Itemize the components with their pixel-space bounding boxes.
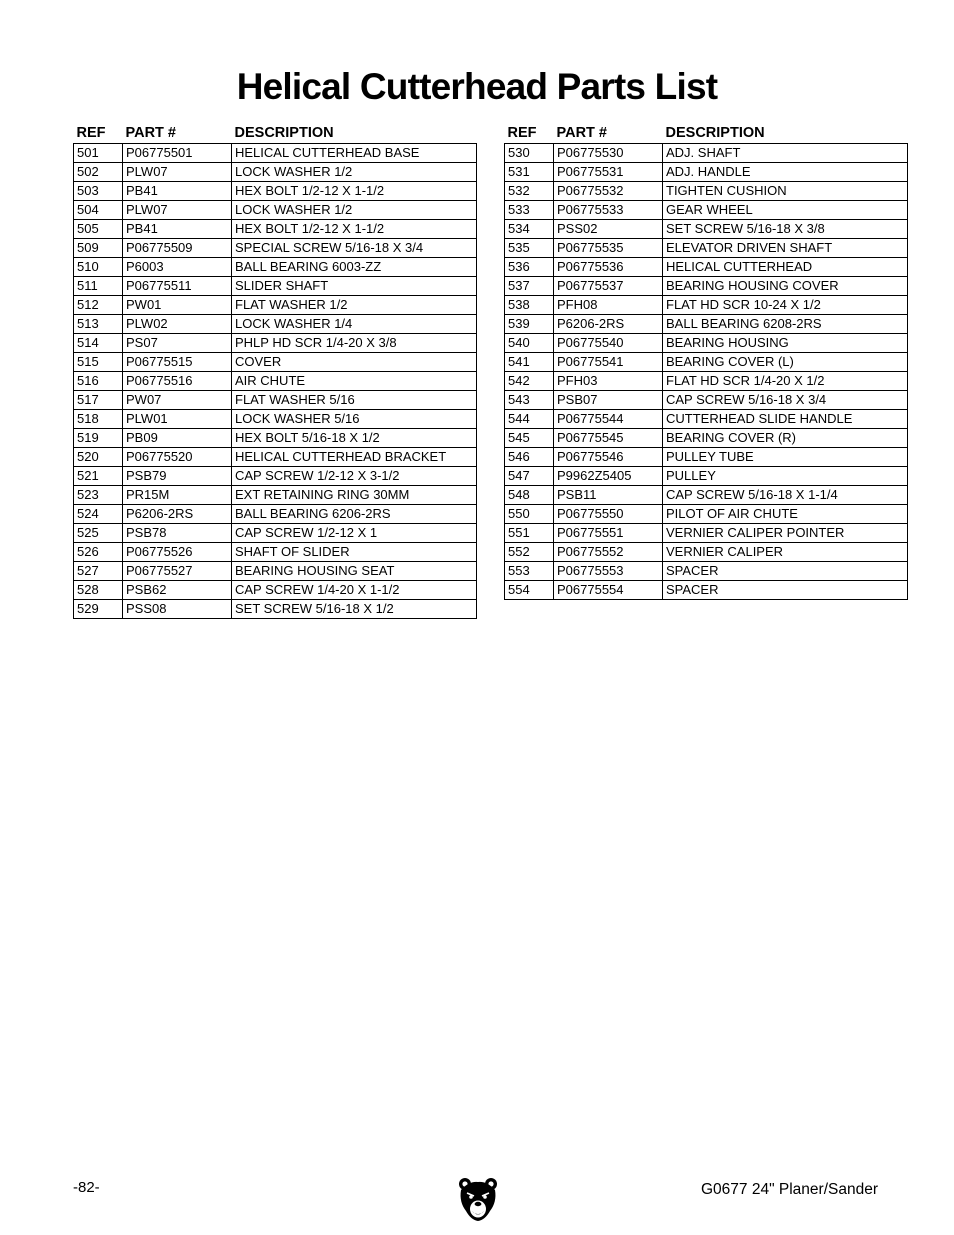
part-number-cell: PSB79 [123,467,232,486]
ref-cell: 553 [505,562,554,581]
table-row [74,429,477,448]
table-row [74,410,477,429]
part-number-cell: PLW01 [123,410,232,429]
table-row [505,239,908,258]
ref-cell: 536 [505,258,554,277]
description-cell: HELICAL CUTTERHEAD BRACKET [232,448,477,467]
table-row [74,182,477,201]
table-row [505,220,908,239]
ref-cell: 550 [505,505,554,524]
part-number-cell: PLW02 [123,315,232,334]
page-number: -82- [73,1179,100,1196]
part-number-cell: P06775553 [554,562,663,581]
table-row [74,296,477,315]
page-title: Helical Cutterhead Parts List [236,66,718,107]
part-number-cell: P06775527 [123,562,232,581]
part-number-cell: PFH08 [554,296,663,315]
part-number-cell: P06775515 [123,353,232,372]
description-cell: SLIDER SHAFT [232,277,477,296]
description-cell: HELICAL CUTTERHEAD [663,258,908,277]
ref-cell: 505 [74,220,123,239]
parts-table-left [73,118,477,619]
part-number-cell: P6003 [123,258,232,277]
table-row [505,163,908,182]
ref-cell: 530 [505,144,554,163]
ref-cell: 543 [505,391,554,410]
part-number-cell: P6206-2RS [123,505,232,524]
ref-cell: 517 [74,391,123,410]
description-cell: ADJ. SHAFT [663,144,908,163]
ref-cell: 538 [505,296,554,315]
description-cell: CAP SCREW 1/2-12 X 1 [232,524,477,543]
description-cell: FLAT HD SCR 1/4-20 X 1/2 [663,372,908,391]
description-cell: CUTTERHEAD SLIDE HANDLE [663,410,908,429]
description-cell: CAP SCREW 1/2-12 X 3-1/2 [232,467,477,486]
part-number-cell: PSB07 [554,391,663,410]
model-name: G0677 24" Planer/Sander [701,1181,878,1198]
ref-cell: 548 [505,486,554,505]
part-number-cell: P06775520 [123,448,232,467]
table-row [74,315,477,334]
part-number-cell: P06775536 [554,258,663,277]
ref-cell: 520 [74,448,123,467]
table-row [74,334,477,353]
table-row [74,163,477,182]
description-cell: LOCK WASHER 1/2 [232,201,477,220]
part-number-cell: PW01 [123,296,232,315]
table-row [74,353,477,372]
ref-cell: 519 [74,429,123,448]
table-row [505,524,908,543]
ref-column-header: REF [507,125,537,141]
table-row [74,391,477,410]
ref-cell: 531 [505,163,554,182]
ref-cell: 512 [74,296,123,315]
description-cell: FLAT WASHER 1/2 [232,296,477,315]
part-number-cell: P06775532 [554,182,663,201]
ref-cell: 509 [74,239,123,258]
table-row [505,467,908,486]
ref-cell: 535 [505,239,554,258]
part-number-cell: P06775533 [554,201,663,220]
part-number-cell: P06775509 [123,239,232,258]
ref-cell: 524 [74,505,123,524]
table-row [505,296,908,315]
ref-cell: 515 [74,353,123,372]
description-cell: LOCK WASHER 1/2 [232,163,477,182]
table-row [505,372,908,391]
table-row [74,277,477,296]
part-number-cell: P06775545 [554,429,663,448]
part-number-cell: P06775501 [123,144,232,163]
description-cell: HEX BOLT 5/16-18 X 1/2 [232,429,477,448]
table-row [505,505,908,524]
part-number-cell: P06775541 [554,353,663,372]
part-number-cell: PB41 [123,220,232,239]
parts-table-right-body [505,144,908,600]
table-row [74,258,477,277]
part-number-cell: PR15M [123,486,232,505]
part-number-cell: P06775552 [554,543,663,562]
parts-table-left-body [74,144,477,619]
ref-cell: 503 [74,182,123,201]
description-cell: ADJ. HANDLE [663,163,908,182]
description-cell: BEARING COVER (L) [663,353,908,372]
part-number-cell: PSS08 [123,600,232,619]
table-row [505,543,908,562]
part-number-cell: P06775550 [554,505,663,524]
part-number-cell: P9962Z5405 [554,467,663,486]
description-cell: LOCK WASHER 5/16 [232,410,477,429]
table-row [505,144,908,163]
description-cell: AIR CHUTE [232,372,477,391]
description-column-header: DESCRIPTION [234,125,334,141]
description-cell: CAP SCREW 1/4-20 X 1-1/2 [232,581,477,600]
ref-cell: 514 [74,334,123,353]
ref-cell: 540 [505,334,554,353]
table-row [505,581,908,600]
ref-cell: 501 [74,144,123,163]
part-number-cell: PLW07 [123,201,232,220]
table-row [505,315,908,334]
ref-cell: 542 [505,372,554,391]
ref-cell: 554 [505,581,554,600]
ref-cell: 513 [74,315,123,334]
ref-cell: 521 [74,467,123,486]
description-cell: BALL BEARING 6003-ZZ [232,258,477,277]
description-cell: HEX BOLT 1/2-12 X 1-1/2 [232,182,477,201]
description-cell: PULLEY [663,467,908,486]
part-number-cell: P06775516 [123,372,232,391]
description-cell: SHAFT OF SLIDER [232,543,477,562]
part-number-cell: PB09 [123,429,232,448]
part-number-cell: PB41 [123,182,232,201]
part-number-cell: PLW07 [123,163,232,182]
ref-cell: 523 [74,486,123,505]
part-number-cell: P06775511 [123,277,232,296]
description-cell: TIGHTEN CUSHION [663,182,908,201]
description-cell: GEAR WHEEL [663,201,908,220]
table-row [505,258,908,277]
part-column-header: PART # [556,125,607,141]
ref-cell: 547 [505,467,554,486]
description-cell: COVER [232,353,477,372]
ref-cell: 502 [74,163,123,182]
part-number-cell: PSB78 [123,524,232,543]
description-cell: HEX BOLT 1/2-12 X 1-1/2 [232,220,477,239]
ref-cell: 544 [505,410,554,429]
description-cell: PULLEY TUBE [663,448,908,467]
description-cell: SET SCREW 5/16-18 X 1/2 [232,600,477,619]
description-cell: SPECIAL SCREW 5/16-18 X 3/4 [232,239,477,258]
table-row [505,353,908,372]
ref-cell: 528 [74,581,123,600]
description-cell: PILOT OF AIR CHUTE [663,505,908,524]
table-row [74,467,477,486]
parts-table-right [504,118,908,600]
ref-cell: 545 [505,429,554,448]
description-cell: FLAT HD SCR 10-24 X 1/2 [663,296,908,315]
table-row [74,220,477,239]
part-number-cell: P06775546 [554,448,663,467]
description-cell: BEARING HOUSING COVER [663,277,908,296]
table-row [74,562,477,581]
ref-cell: 518 [74,410,123,429]
ref-cell: 516 [74,372,123,391]
part-number-cell: PFH03 [554,372,663,391]
ref-cell: 534 [505,220,554,239]
table-row [74,486,477,505]
table-header-row [505,118,908,144]
table-row [74,524,477,543]
part-number-cell: P06775540 [554,334,663,353]
table-row [74,144,477,163]
table-row [505,429,908,448]
part-number-cell: P06775526 [123,543,232,562]
description-column-header: DESCRIPTION [665,125,765,141]
part-number-cell: P06775535 [554,239,663,258]
table-row [505,391,908,410]
grizzly-bear-head-icon [457,1176,499,1222]
part-number-cell: PSB11 [554,486,663,505]
description-cell: SPACER [663,562,908,581]
ref-cell: 551 [505,524,554,543]
ref-cell: 526 [74,543,123,562]
table-row [505,410,908,429]
part-number-cell: P06775531 [554,163,663,182]
table-row [505,562,908,581]
table-row [74,201,477,220]
description-cell: CAP SCREW 5/16-18 X 3/4 [663,391,908,410]
table-row [74,543,477,562]
part-column-header: PART # [125,125,176,141]
description-cell: BEARING HOUSING [663,334,908,353]
table-row [505,277,908,296]
part-number-cell: P06775554 [554,581,663,600]
description-cell: VERNIER CALIPER POINTER [663,524,908,543]
description-cell: ELEVATOR DRIVEN SHAFT [663,239,908,258]
part-number-cell: P6206-2RS [554,315,663,334]
table-row [74,600,477,619]
part-number-cell: PW07 [123,391,232,410]
ref-cell: 532 [505,182,554,201]
description-cell: BALL BEARING 6206-2RS [232,505,477,524]
table-row [74,581,477,600]
table-row [505,334,908,353]
part-number-cell: P06775544 [554,410,663,429]
ref-cell: 546 [505,448,554,467]
ref-column-header: REF [76,125,106,141]
part-number-cell: P06775551 [554,524,663,543]
description-cell: SPACER [663,581,908,600]
table-row [74,239,477,258]
ref-cell: 533 [505,201,554,220]
description-cell: LOCK WASHER 1/4 [232,315,477,334]
table-row [505,448,908,467]
part-number-cell: PSS02 [554,220,663,239]
part-number-cell: P06775530 [554,144,663,163]
table-row [505,182,908,201]
description-cell: BALL BEARING 6208-2RS [663,315,908,334]
ref-cell: 537 [505,277,554,296]
part-number-cell: P06775537 [554,277,663,296]
ref-cell: 541 [505,353,554,372]
description-cell: FLAT WASHER 5/16 [232,391,477,410]
ref-cell: 539 [505,315,554,334]
ref-cell: 527 [74,562,123,581]
table-row [74,448,477,467]
table-row [505,201,908,220]
ref-cell: 525 [74,524,123,543]
description-cell: PHLP HD SCR 1/4-20 X 3/8 [232,334,477,353]
ref-cell: 552 [505,543,554,562]
table-row [505,486,908,505]
description-cell: SET SCREW 5/16-18 X 3/8 [663,220,908,239]
table-row [74,505,477,524]
description-cell: BEARING COVER (R) [663,429,908,448]
table-row [74,372,477,391]
description-cell: BEARING HOUSING SEAT [232,562,477,581]
part-number-cell: PS07 [123,334,232,353]
description-cell: CAP SCREW 5/16-18 X 1-1/4 [663,486,908,505]
ref-cell: 504 [74,201,123,220]
description-cell: EXT RETAINING RING 30MM [232,486,477,505]
ref-cell: 529 [74,600,123,619]
ref-cell: 511 [74,277,123,296]
description-cell: VERNIER CALIPER [663,543,908,562]
table-header-row [74,118,477,144]
ref-cell: 510 [74,258,123,277]
description-cell: HELICAL CUTTERHEAD BASE [232,144,477,163]
part-number-cell: PSB62 [123,581,232,600]
